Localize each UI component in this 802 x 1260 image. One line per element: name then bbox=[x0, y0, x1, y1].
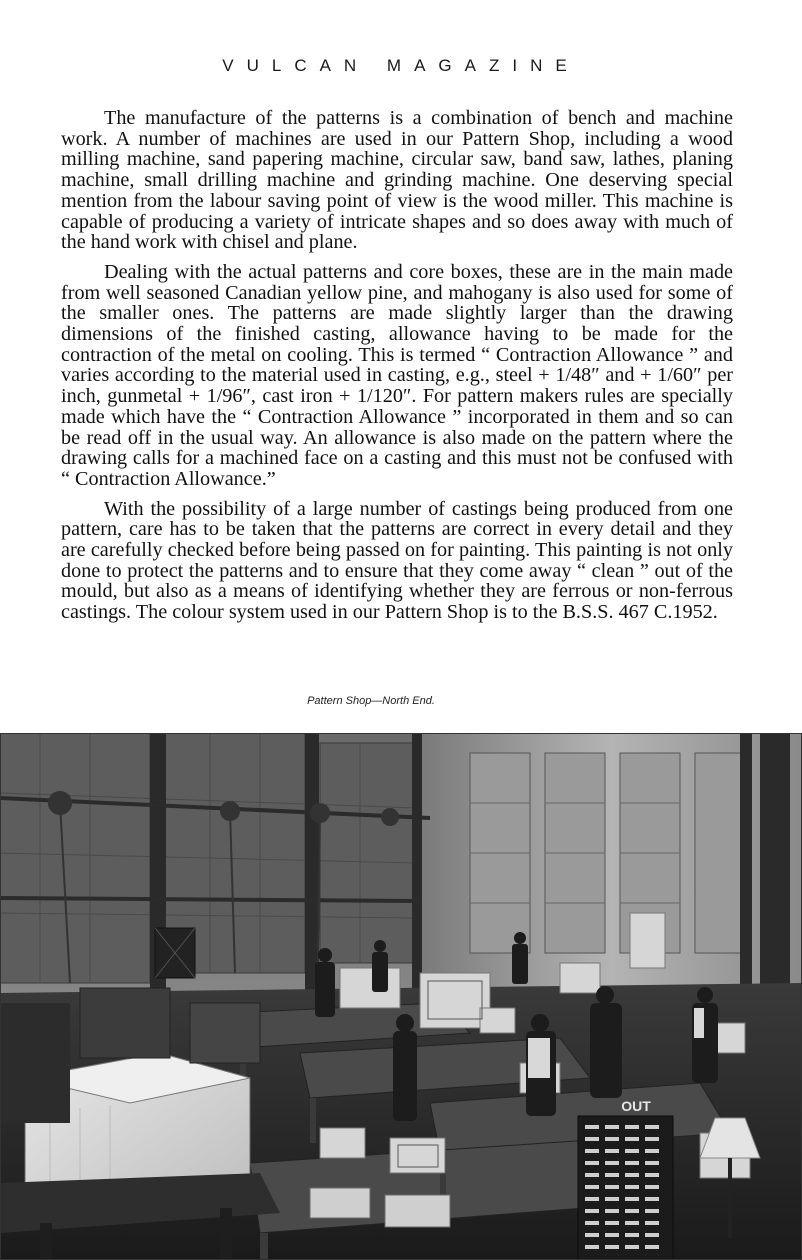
running-header: VULCAN MAGAZINE bbox=[222, 56, 580, 75]
photo-caption: Pattern Shop—North End. bbox=[307, 695, 435, 707]
article-paragraph-2: Dealing with the actual patterns and core boxes, these are in the main made from well seasoned Canadian yellow pine, and mahogany is also used for some of the smaller ones. The patterns are made slightly larger than the drawing dimensions of the finished casting, allowance having to be made for the contraction of the metal on cooling. This is termed “ Contraction Allowance ” and varies according to the material used in casting, e.g., steel + 1/48″ and + 1/60″ per inch, gunmetal + 1/96″, cast iron + 1/120″. For pattern makers rules are specially made which have the “ Contraction Allowance ” incorporated in them and so can be read off in the usual way. An allowance is also made on the pattern where the drawing calls for a machined face on a casting and this must not be confused with “ Contraction Allowance.” bbox=[61, 260, 733, 490]
pattern-shop-photo bbox=[0, 733, 802, 1260]
out-board-label: OUT bbox=[621, 1098, 651, 1114]
article-paragraph-3: With the possibility of a large number of castings being produced from one pattern, care has to be taken that the patterns are correct in every detail and they are carefully checked before being passed on for painting. This painting is not only done to protect the patterns and to ensure that they come away “ clean ” out of the mould, but also as a means of identifying whether they are ferrous or non-ferrous castings. The colour system used in our Pattern Shop is to the B.S.S. 467 C.1952. bbox=[61, 497, 733, 624]
article-paragraph-1: The manufacture of the patterns is a combination of bench and machine work. A number of machines are used in our Pattern Shop, including a wood milling machine, sand papering machine, circular saw, band saw, lathes, planing machine, small drilling machine and grinding machine. One deserving special mention from the labour saving point of view is the wood miller. This machine is capable of producing a variety of intricate shapes and so does away with much of the hand work with chisel and plane. bbox=[61, 107, 733, 254]
article-body bbox=[61, 108, 733, 632]
